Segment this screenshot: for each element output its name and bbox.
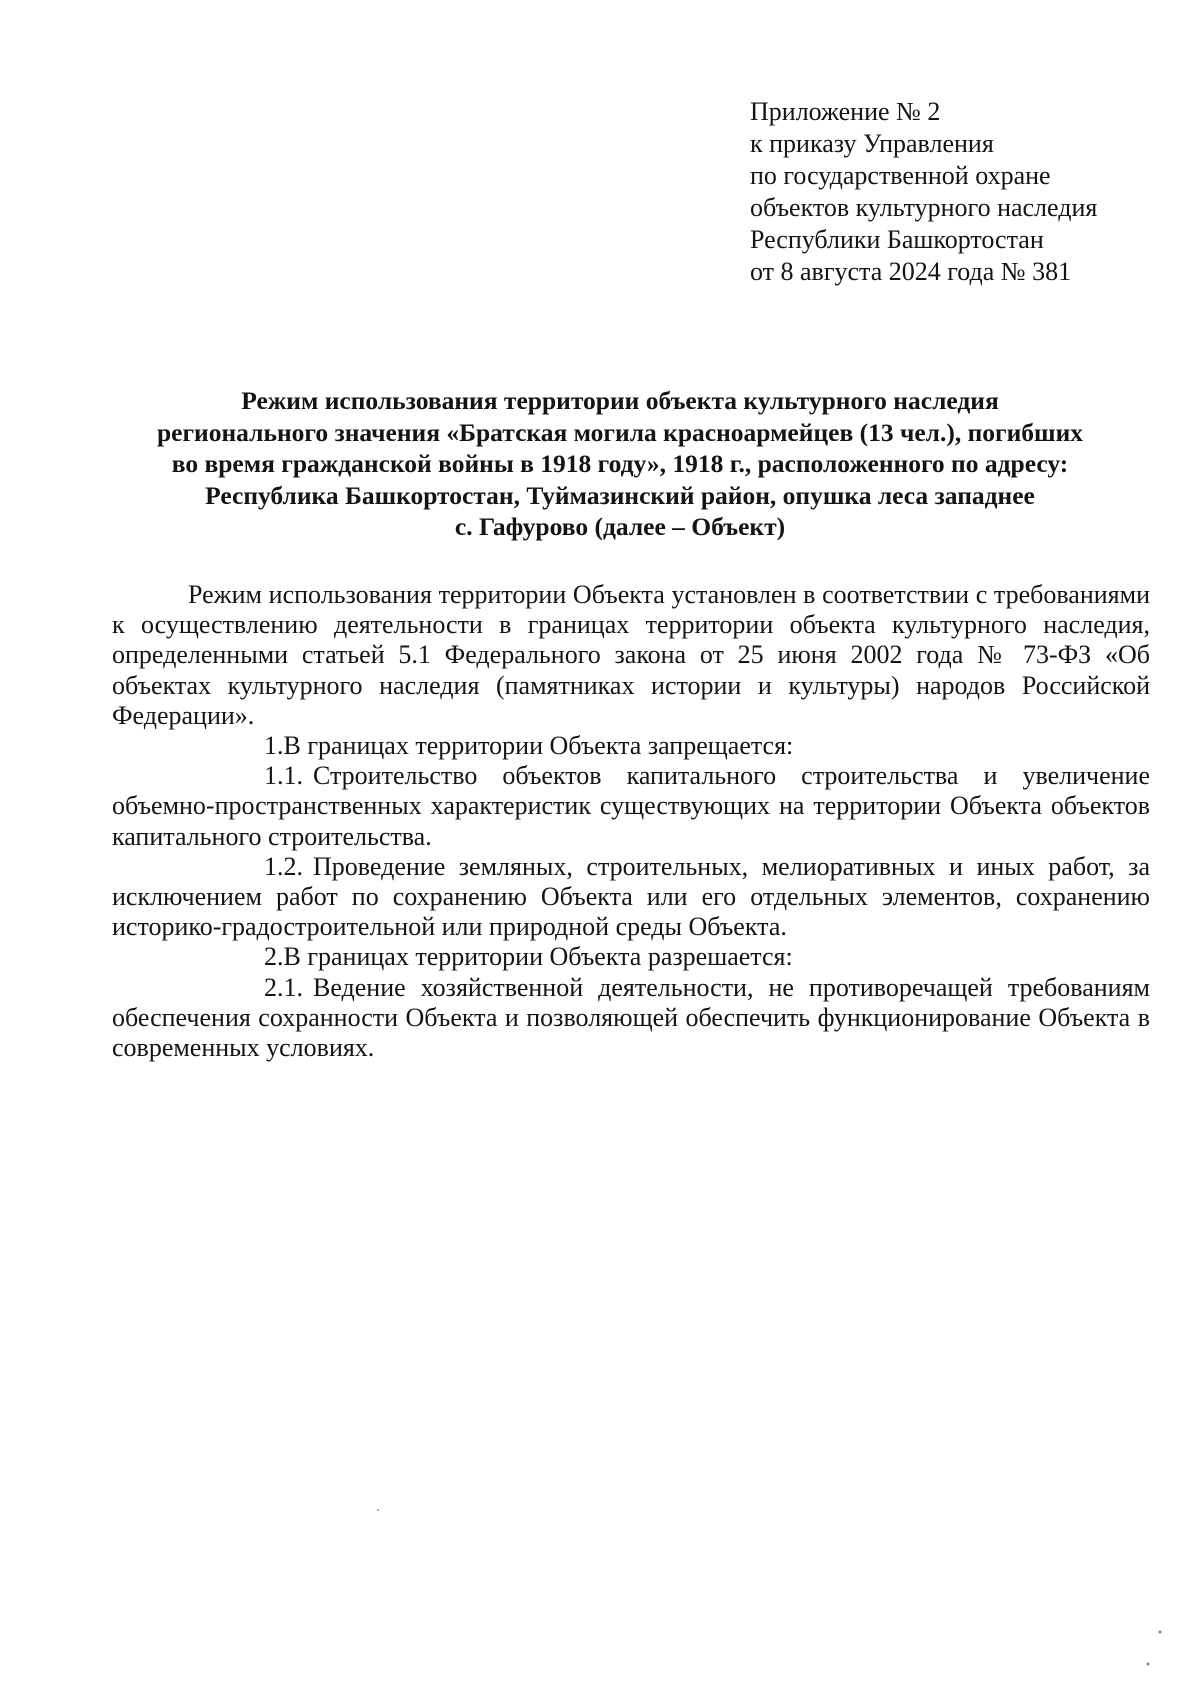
list-item (112, 973, 1150, 1064)
list-item (112, 731, 1150, 761)
title-line: Республика Башкортостан, Туймазинский район, опушка леса западнее (205, 480, 1035, 510)
intro-paragraph: Режим использования территории Объекта установлен в соответствии с требованиями к осуществлению деятельности в границах территории объекта культурного наследия, определенными статьей 5.1 Федерального закона от 25 июня 2002 года № 73-ФЗ «Об объектах культурного наследия (памятниках истории и культуры) народов Российской Федерации». (112, 580, 1150, 730)
appendix-line: от 8 августа 2024 года № 381 (750, 257, 1072, 286)
appendix-header (750, 96, 1170, 288)
item-text: Проведение земляных, строительных, мелиоративных и иных работ, за исключением работ по сохранению Объекта или его отдельных элементов, сохранению историко-градостроительной или природной среды Объекта. (112, 851, 1150, 942)
title-line: во время гражданской войны в 1918 году», 1918 г., расположенного по адресу: (171, 449, 1069, 478)
document-title (100, 385, 1140, 543)
item-text: В границах территории Объекта разрешается: (283, 942, 793, 972)
item-text: Ведение хозяйственной деятельности, не противоречащей требованиям обеспечения сохранности Объекта и позволяющей обеспечить функционирование Объекта в современных условиях. (112, 972, 1150, 1063)
list-item (112, 852, 1150, 943)
title-line: регионального значения «Братская могила красноармейцев (13 чел.), погибших (156, 417, 1084, 447)
appendix-line: объектов культурного наследия (750, 193, 1098, 222)
appendix-line: к приказу Управления (750, 129, 994, 158)
item-number: 2.1. (264, 972, 303, 1002)
appendix-line: по государственной охране (750, 161, 1051, 190)
appendix-line: Приложение № 2 (750, 97, 941, 126)
item-number: 1.2. (264, 851, 303, 881)
document-body (112, 580, 1150, 1063)
item-number: 1.1. (264, 761, 303, 791)
list-item (112, 761, 1150, 852)
list-item (112, 942, 1150, 972)
item-text: В границах территории Объекта запрещается: (283, 731, 794, 761)
item-number: 1. (264, 731, 284, 761)
item-number: 2. (264, 942, 284, 972)
title-line: с. Гафурово (далее – Объект) (454, 512, 786, 541)
item-text: Строительство объектов капитального строительства и увеличение объемно-пространственных характеристик существующих на территории Объекта объектов капитального строительства. (112, 761, 1150, 851)
title-line: Режим использования территории объекта культурного наследия (241, 386, 999, 415)
appendix-line: Республики Башкортостан (750, 225, 1044, 254)
